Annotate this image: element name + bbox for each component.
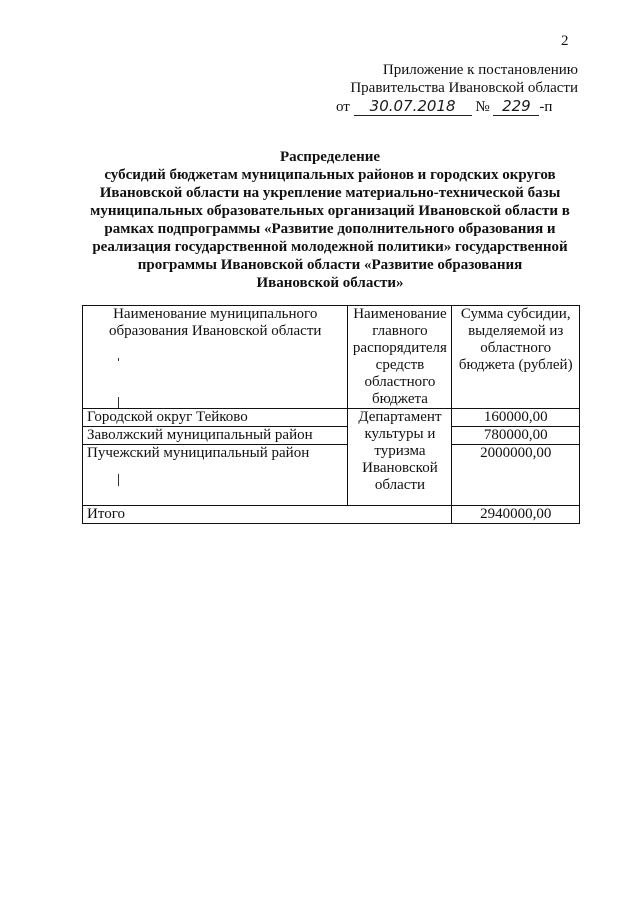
appendix-reference xyxy=(336,97,552,116)
row-municipality: Пучежский муниципальный район xyxy=(83,445,348,506)
table-row xyxy=(83,409,580,427)
title-line: субсидий бюджетам муниципальных районов и городских округов xyxy=(104,167,556,183)
title-line: Ивановской области» xyxy=(256,275,404,291)
scan-mark xyxy=(118,397,119,408)
total-amount: 2940000,00 xyxy=(452,506,580,524)
title-line: рамках подпрограммы «Развитие дополнительного образования и xyxy=(104,221,556,237)
row-municipality: Городской округ Тейково xyxy=(83,409,348,427)
handwritten-date: 30.07.2018 xyxy=(354,97,472,116)
appendix-line: Правительства Ивановской области xyxy=(350,80,578,96)
table-row xyxy=(83,445,580,506)
number-suffix: -п xyxy=(539,99,553,115)
appendix-line: Приложение к постановлению xyxy=(382,62,578,78)
administrator-cell: Департамент культуры и туризма Ивановской области xyxy=(348,409,452,506)
document-title xyxy=(80,148,580,292)
title-line: программы Ивановской области «Развитие образования xyxy=(137,257,523,273)
date-prefix: от xyxy=(336,99,350,115)
title-line: муниципальных образовательных организаций Ивановской области в xyxy=(90,203,570,219)
row-amount: 160000,00 xyxy=(452,409,580,427)
title-line: Ивановской области на укрепление материально-технической базы xyxy=(99,185,561,201)
table-row xyxy=(83,427,580,445)
scan-mark xyxy=(118,474,119,486)
header-amount: Сумма субсидии, выделяемой из областного бюджета (рублей) xyxy=(452,306,580,409)
title-heading: Распределение xyxy=(279,149,381,165)
handwritten-number: 229 xyxy=(493,97,539,116)
subsidy-table xyxy=(82,305,580,524)
header-municipality: Наименование муниципального образования Ивановской области xyxy=(83,306,348,409)
row-amount: 780000,00 xyxy=(452,427,580,445)
row-amount: 2000000,00 xyxy=(452,445,580,506)
title-line: реализация государственной молодежной политики» государственной xyxy=(92,239,568,255)
table-header-row xyxy=(83,306,580,409)
row-municipality: Заволжский муниципальный район xyxy=(83,427,348,445)
appendix-header xyxy=(350,61,578,97)
header-administrator: Наименование главного распорядителя средств областного бюджета xyxy=(348,306,452,409)
number-prefix: № xyxy=(475,99,490,115)
table-total-row xyxy=(83,506,580,524)
page-number: 2 xyxy=(561,33,569,49)
scan-mark xyxy=(118,358,119,361)
total-label: Итого xyxy=(83,506,452,524)
